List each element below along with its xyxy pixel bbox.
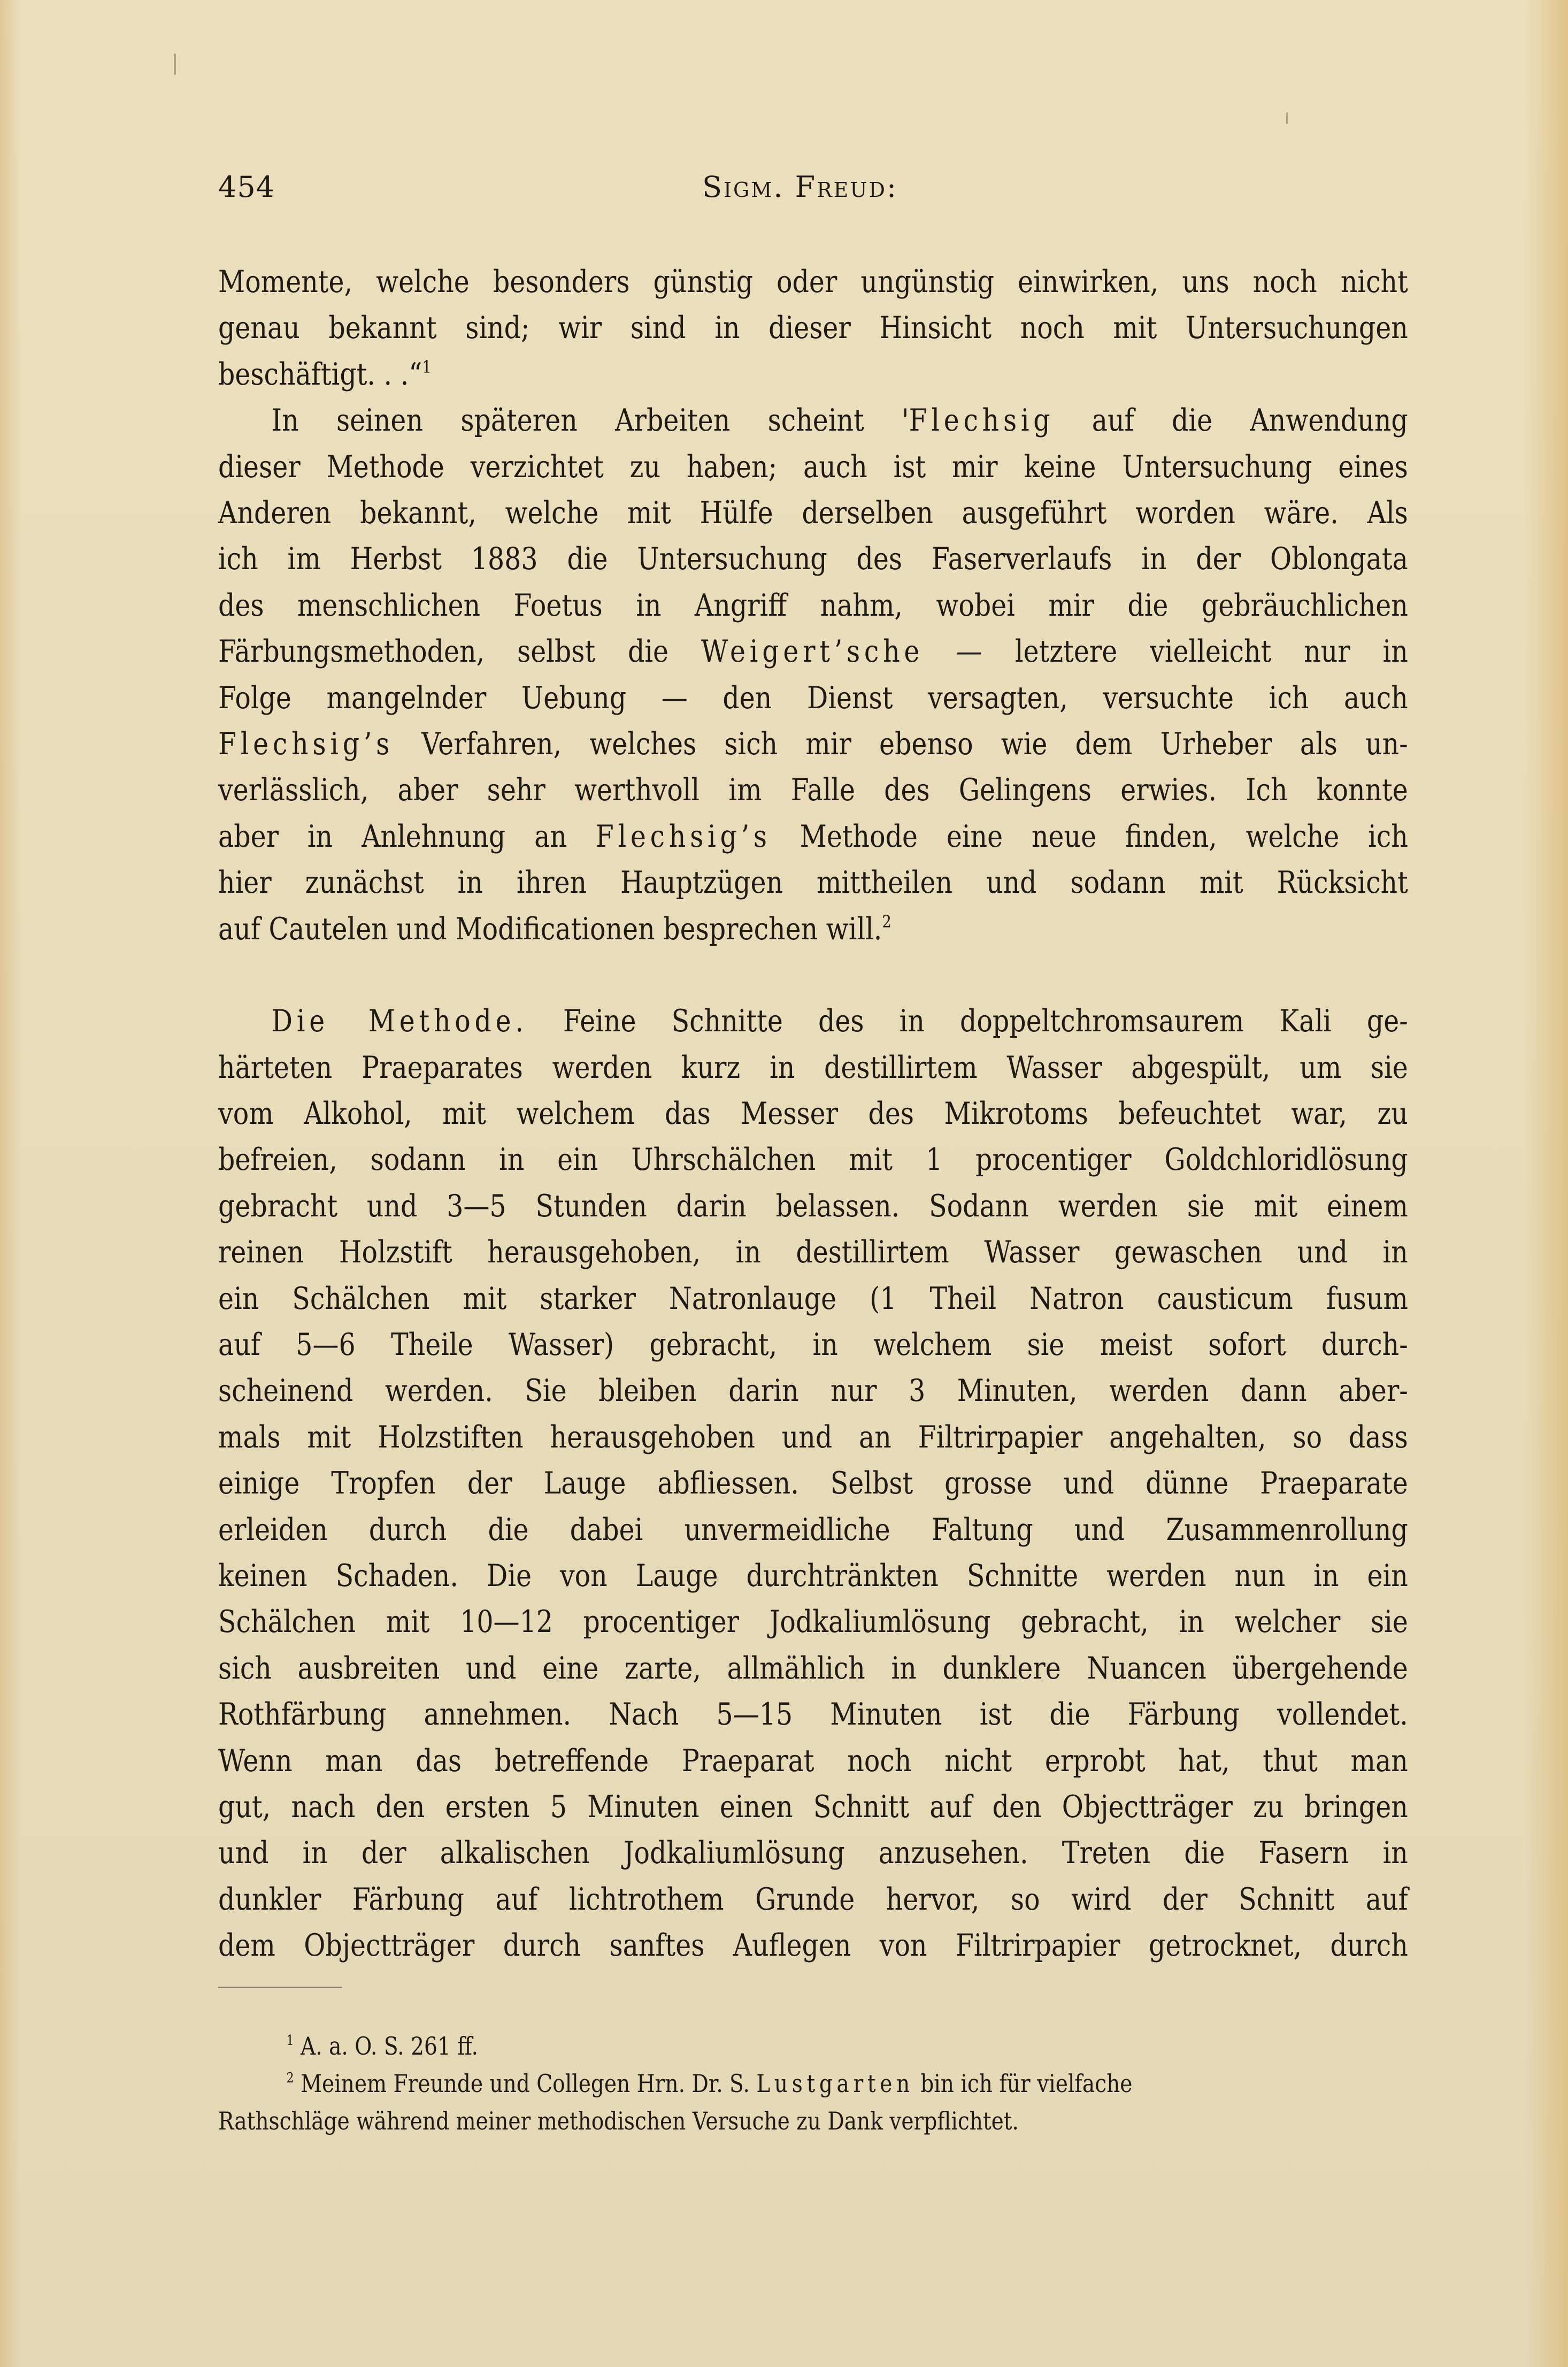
paragraph-2 — [218, 397, 1408, 952]
text-line: verlässlich, aber sehr werthvoll im Falle des Gelingens erwies. Ich konnte — [218, 772, 1408, 808]
text-line: auf 5—6 Theile Wasser) gebracht, in welchem sie meist sofort durch- — [218, 1327, 1408, 1362]
text-line: Schälchen mit 10—12 procentiger Jodkaliumlösung gebracht, in welcher sie — [218, 1604, 1408, 1640]
text-line-content: beschäftigt. . .“ — [218, 356, 422, 392]
text-line: hier zunächst in ihren Hauptzügen mittheilen und sodann mit Rücksicht — [218, 865, 1408, 901]
running-head — [218, 170, 1408, 213]
footnotes — [218, 2027, 1409, 2140]
text-line: Rothfärbung annehmen. Nach 5—15 Minuten ist die Färbung vollendet. — [218, 1697, 1408, 1733]
text-line: Momente, welche besonders günstig oder ungünstig einwirken, uns noch nicht — [218, 264, 1408, 300]
text-line — [218, 351, 1408, 397]
text-line: sich ausbreiten und eine zarte, allmählich in dunklere Nuancen übergehende — [218, 1650, 1408, 1686]
text-line — [218, 629, 1408, 675]
text-line: reinen Holzstift herausgehoben, in destillirtem Wasser gewaschen und in — [218, 1235, 1408, 1270]
text-line: dunkler Färbung auf lichtrothem Grunde hervor, so wird der Schnitt auf — [218, 1881, 1408, 1917]
text-fragment: auf Cautelen und Modificationen besprechen will. — [218, 911, 882, 947]
text-line: dem Objectträger durch sanftes Auflegen von Filtrirpapier getrocknet, durch — [218, 1928, 1408, 1964]
text-fragment: Färbungsmethoden, selbst die — [218, 634, 669, 670]
author-name-spaced: Flechsig’s — [218, 726, 394, 762]
text-fragment: Verfahren, welches sich mir ebenso wie dem Urheber als un- — [421, 726, 1408, 762]
text-line: mals mit Holzstiften herausgehoben und an Filtrirpapier angehalten, so dass — [218, 1419, 1408, 1455]
footnote-2 — [218, 2065, 1409, 2102]
text-fragment: In seinen späteren Arbeiten scheint — [271, 403, 864, 439]
footnote-divider — [218, 1987, 342, 1988]
text-line: ein Schälchen mit starker Natronlauge (1 Theil Natron causticum fusum — [218, 1281, 1408, 1316]
page-number: 454 — [218, 170, 275, 204]
section-heading-spaced: Die Methode. — [271, 1004, 528, 1039]
text-fragment: — letztere vielleicht nur in — [924, 634, 1408, 670]
text-line: des menschlichen Foetus in Angriff nahm, wobei mir die gebräuchlichen — [218, 587, 1408, 623]
footnote-marker: 1 — [286, 2033, 294, 2049]
author-name-spaced: Flechsig — [909, 403, 1055, 439]
text-fragment: auf die Anwendung — [1054, 403, 1408, 439]
footnote-1 — [218, 2027, 1409, 2065]
author-name-spaced: Flechsig’s — [595, 818, 771, 854]
body-text — [218, 259, 1408, 1969]
text-line: In seinen späteren Arbeiten scheint 'Flechsig auf die Anwendung — [271, 403, 1408, 439]
text-line — [218, 906, 1408, 952]
text-line: und in der alkalischen Jodkaliumlösung anzusehen. Treten die Fasern in — [218, 1835, 1408, 1871]
text-line: dieser Methode verzichtet zu haben; auch ist mir keine Untersuchung eines — [218, 449, 1408, 485]
footnote-marker: 2 — [286, 2070, 294, 2086]
text-line: härteten Praeparates werden kurz in destillirtem Wasser abgespült, um sie — [218, 1050, 1408, 1085]
text-line: genau bekannt sind; wir sind in dieser Hinsicht noch mit Untersuchungen — [218, 310, 1408, 346]
text-line: Wenn man das betreffende Praeparat noch nicht erprobt hat, thut man — [218, 1743, 1408, 1779]
author-name-spaced: Weigert’sche — [701, 634, 924, 670]
text-line: gebracht und 3—5 Stunden darin belassen. Sodann werden sie mit einem — [218, 1188, 1408, 1224]
footnote-text: A. a. O. S. 261 ff. — [294, 2032, 479, 2060]
paragraph-1 — [218, 259, 1408, 397]
scan-speck — [1286, 112, 1288, 124]
text-fragment: Methode eine neue finden, welche ich — [800, 818, 1408, 854]
footnote-text: Meinem Freunde und Collegen Hrn. Dr. S. — [294, 2069, 757, 2098]
text-fragment: aber in Anlehnung an — [218, 818, 567, 854]
text-line: vom Alkohol, mit welchem das Messer des Mikrotoms befeuchtet war, zu — [218, 1096, 1408, 1131]
paragraph-method — [218, 998, 1408, 1969]
person-name-spaced: Lustgarten — [756, 2069, 914, 2098]
text-line — [218, 998, 1408, 1044]
text-fragment: Feine Schnitte des in doppeltchromsaurem Kali ge- — [527, 1004, 1408, 1039]
text-line: erleiden durch die dabei unvermeidliche Faltung und Zusammenrollung — [218, 1512, 1408, 1548]
text-line: Anderen bekannt, welche mit Hülfe derselben ausgeführt worden wäre. Als — [218, 495, 1408, 531]
footnote-ref[interactable]: 2 — [882, 911, 891, 932]
footnote-2-continuation: Rathschläge während meiner methodischen Versuche zu Dank verpflichtet. — [218, 2106, 1019, 2135]
text-line: gut, nach den ersten 5 Minuten einen Schnitt auf den Objectträger zu bringen — [218, 1789, 1408, 1825]
text-line — [218, 814, 1408, 860]
text-line: befreien, sodann in ein Uhrschälchen mit 1 procentiger Goldchloridlösung — [218, 1142, 1408, 1178]
scan-speck — [174, 53, 176, 75]
footnote-ref[interactable]: 1 — [422, 356, 432, 377]
text-line — [218, 721, 1408, 767]
footnote-text: bin ich für vielfache — [913, 2069, 1133, 2098]
text-line: ich im Herbst 1883 die Untersuchung des Faserverlaufs in der Oblongata — [218, 541, 1408, 577]
text-line: scheinend werden. Sie bleiben darin nur 3 Minuten, werden dann aber- — [218, 1373, 1408, 1409]
text-line: einige Tropfen der Lauge abfliessen. Selbst grosse und dünne Praeparate — [218, 1466, 1408, 1502]
text-line: Folge mangelnder Uebung — den Dienst versagten, versuchte ich auch — [218, 680, 1408, 716]
running-title: Sigm. Freud: — [702, 170, 898, 204]
text-line: keinen Schaden. Die von Lauge durchtränkten Schnitte werden nun in ein — [218, 1558, 1408, 1594]
